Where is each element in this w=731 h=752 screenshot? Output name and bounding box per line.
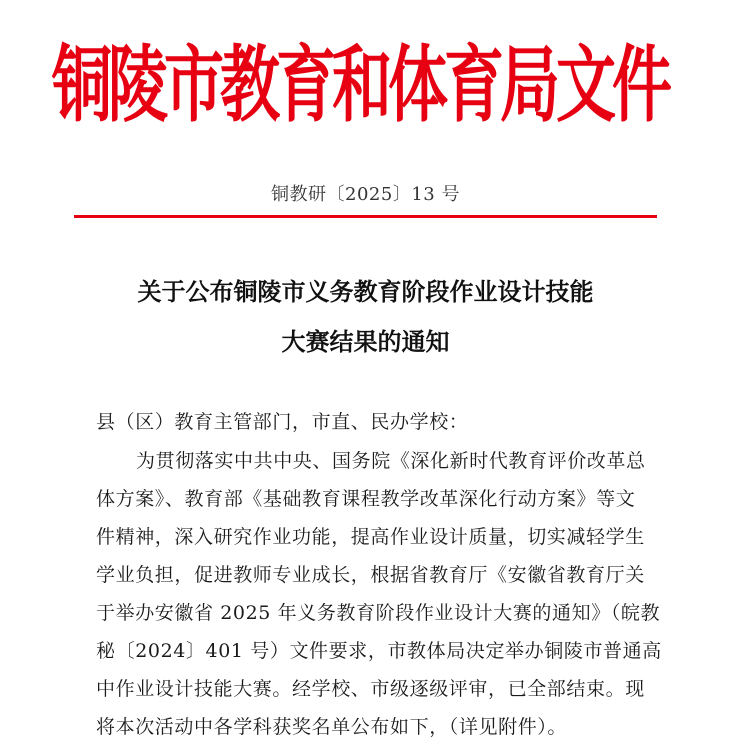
masthead xyxy=(52,36,668,136)
document-title-line-2: 大赛结果的通知 xyxy=(281,327,450,356)
paragraph-line: 体方案》、教育部《基础教育课程教学改革深化行动方案》等文 xyxy=(96,488,636,510)
paragraph-line: 为贯彻落实中共中央、国务院《深化新时代教育评价改革总 xyxy=(136,450,646,472)
paragraph-line: 中作业设计技能大赛。经学校、市级逐级评审，已全部结束。现 xyxy=(96,678,645,700)
paragraph-line: 将本次活动中各学科获奖名单公布如下，（详见附件）。 xyxy=(96,716,568,738)
salutation: 县（区）教育主管部门，市直、民办学校： xyxy=(96,411,469,433)
masthead-title: 铜陵市教育和体育局文件 xyxy=(52,37,668,135)
paragraph-line: 于举办安徽省 2025 年义务教育阶段作业设计大赛的通知》（皖教 xyxy=(96,602,661,624)
red-divider-line xyxy=(74,215,657,218)
document-title-line-1: 关于公布铜陵市义务教育阶段作业设计技能 xyxy=(137,277,594,306)
document-number: 铜教研〔2025〕13 号 xyxy=(271,184,460,205)
paragraph-line: 秘〔2024〕401 号）文件要求，市教体局决定举办铜陵市普通高 xyxy=(96,640,662,662)
paragraph-line: 件精神，深入研究作业功能，提高作业设计质量，切实减轻学生 xyxy=(96,526,645,548)
paragraph-line: 学业负担，促进教师专业成长，根据省教育厅《安徽省教育厅关 xyxy=(96,564,645,586)
